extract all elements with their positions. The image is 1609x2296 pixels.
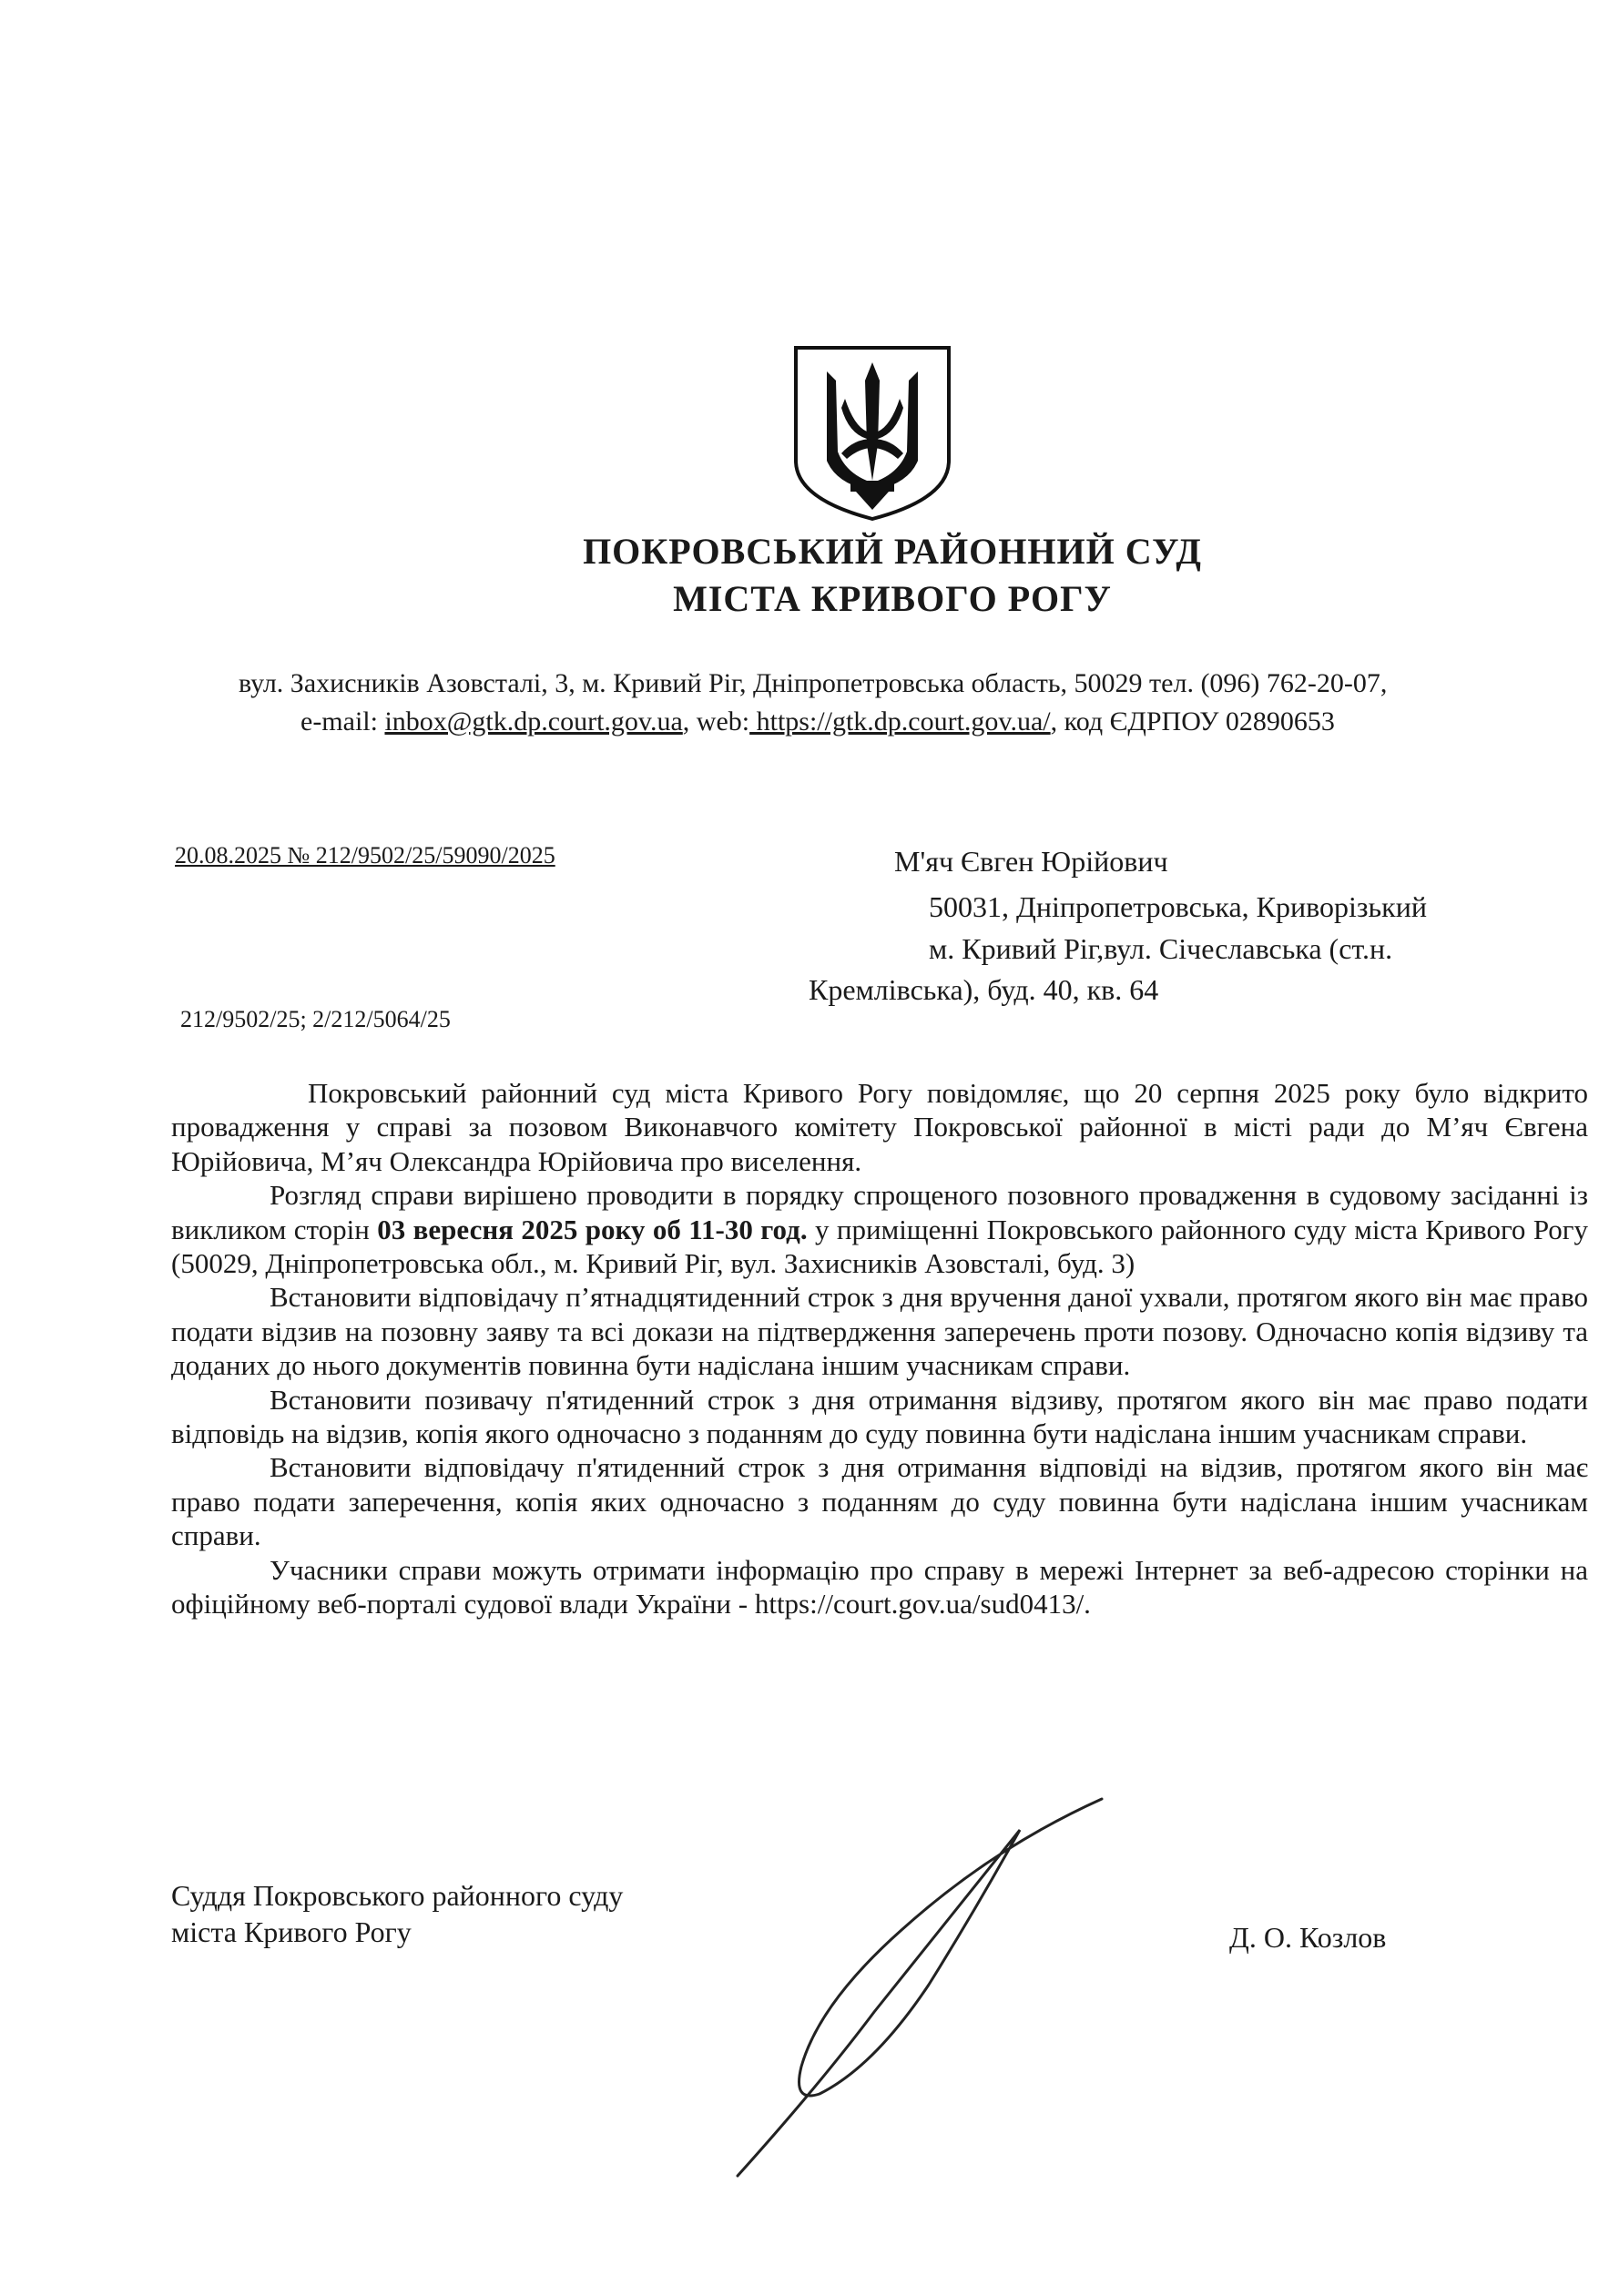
handwritten-signature	[719, 1793, 1147, 2185]
recipient-address-line2: 50031, Дніпропетровська, Криворізький	[929, 890, 1427, 923]
court-name-line1: ПОКРОВСЬКИЙ РАЙОННИЙ СУД	[583, 531, 1202, 572]
paragraph-defendant-response: Встановити відповідачу п’ятнадцятиденний строк з дня вручення даної ухвали, протягом якого він має право подати відзив на позовну заяву та всі докази на підтвердження заперечень проти позову. Одночасно копія відзиву та доданих до нього документів повинна бути надіслана іншим учасникам справи.	[171, 1281, 1588, 1382]
court-contacts	[300, 706, 1335, 738]
signer-title-line1: Суддя Покровського районного суду	[171, 1879, 624, 1912]
hearing-date: 03 вересня 2025 року об 11-30 год.	[377, 1213, 808, 1245]
hearing-text-after: у приміщенні Покровського районного суду міста Кривого Рогу (50029, Дніпропетровська обл., м. Кривий Ріг, вул. Захисників Азовсталі, буд. 3)	[171, 1213, 1589, 1280]
paragraph-opening: Покровський районний суд міста Кривого Рогу повідомляє, що 20 серпня 2025 року було відкрито провадження у справі за позовом Виконавчого комітету Покровської районної в місті ради до М’яч Євгена Юрійовича, М’яч Олександра Юрійовича про виселення.	[171, 1077, 1588, 1177]
edrpou-code: , код ЄДРПОУ 02890653	[1050, 706, 1335, 737]
paragraph-defendant-objection: Встановити відповідачу п'ятиденний строк з дня отримання відповіді на відзив, протягом якого він має право подати заперечення, копія яких одночасно з поданням до суду повинна бути надіслана іншим учасникам справи.	[171, 1451, 1588, 1552]
court-name-line2: МІСТА КРИВОГО РОГУ	[673, 578, 1112, 619]
court-address: вул. Захисників Азовсталі, 3, м. Кривий Ріг, Дніпропетровська область, 50029 тел. (096) 762-20-07,	[239, 668, 1388, 698]
paragraph-plaintiff-reply: Встановити позивачу п'ятиденний строк з дня отримання відзиву, протягом якого він має право подати відповідь на відзив, копія якого одночасно з поданням до суду повинна бути надіслана іншим учасникам справи.	[171, 1383, 1588, 1450]
signer-title-line2: міста Кривого Рогу	[171, 1915, 412, 1948]
case-numbers: 212/9502/25; 2/212/5064/25	[180, 1006, 451, 1032]
trident-emblem-icon	[790, 344, 954, 523]
recipient-name: М'яч Євген Юрійович	[894, 845, 1168, 878]
paragraph-online-info: Учасники справи можуть отримати інформацію про справу в мережі Інтернет за веб-адресою сторінки на офіційному веб-порталі судової влади України - https://court.gov.ua/sud0413/.	[171, 1553, 1588, 1620]
paragraph-hearing	[171, 1178, 1588, 1280]
signer-title	[171, 1877, 623, 1950]
notice-body	[171, 1076, 1588, 1621]
recipient-address-line3: м. Кривий Ріг,вул. Січеславська (ст.н.	[929, 932, 1393, 965]
hearing-text-before: Розгляд справи вирішено проводити в порядку спрощеного позовного провадження в судовому засіданні із викликом сторін	[171, 1179, 1588, 1245]
email-label: e-mail:	[300, 706, 385, 737]
web-link[interactable]: https://gtk.dp.court.gov.ua/	[749, 706, 1051, 737]
email-link[interactable]: inbox@gtk.dp.court.gov.ua	[384, 706, 683, 737]
outgoing-reference: 20.08.2025 № 212/9502/25/59090/2025	[175, 842, 555, 869]
recipient-address-line4: Кремлівська), буд. 40, кв. 64	[809, 973, 1159, 1006]
judge-name: Д. О. Козлов	[1229, 1921, 1387, 1954]
web-label: , web:	[682, 706, 750, 737]
